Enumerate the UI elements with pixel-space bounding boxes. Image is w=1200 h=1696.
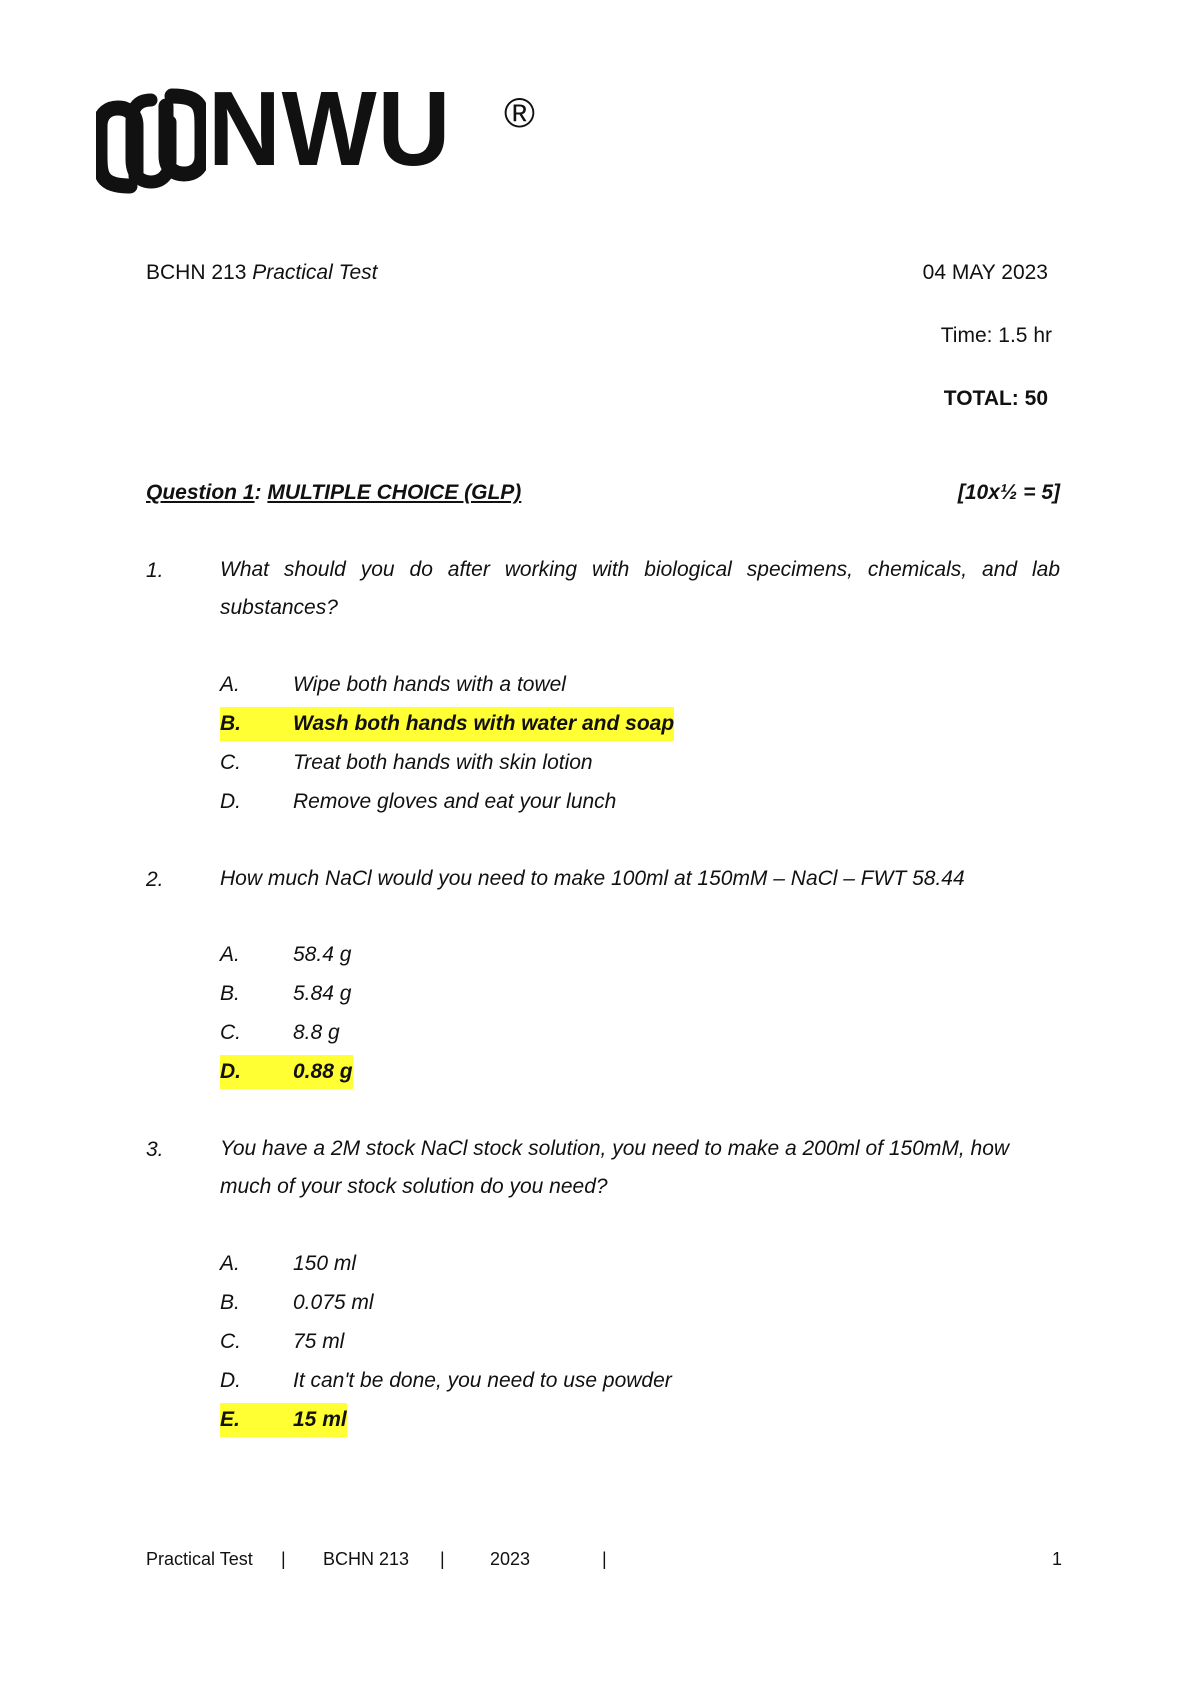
- section-heading: [146, 482, 521, 503]
- option-letter: D.: [220, 790, 241, 813]
- option-letter: C.: [220, 1330, 241, 1353]
- option-letter: B.: [220, 982, 240, 1005]
- option-text: 15 ml: [293, 1408, 347, 1431]
- option-text: Remove gloves and eat your lunch: [293, 790, 617, 813]
- answer-option: [220, 1364, 672, 1398]
- answer-option-correct: [220, 1055, 353, 1089]
- answer-option: [220, 977, 351, 1011]
- answer-option: [220, 668, 566, 702]
- option-text: 8.8 g: [293, 1021, 340, 1044]
- footer-separator: |: [440, 1549, 445, 1569]
- registered-mark: ®: [504, 89, 535, 136]
- answer-option: [220, 785, 616, 819]
- answer-option: [220, 1247, 356, 1281]
- course-title: Practical Test: [252, 261, 378, 284]
- nwu-logo: [96, 70, 556, 200]
- option-text: 150 ml: [293, 1252, 357, 1275]
- option-letter: E.: [220, 1408, 240, 1431]
- option-letter: A.: [220, 1252, 240, 1275]
- option-text: Wash both hands with water and soap: [293, 712, 675, 735]
- question-text: How much NaCl would you need to make 100ml at 150mM – NaCl – FWT 58.44: [220, 867, 965, 890]
- option-text: It can't be done, you need to use powder: [293, 1369, 672, 1392]
- footer-course: BCHN 213: [323, 1549, 410, 1569]
- answer-option: [220, 746, 593, 780]
- question-text: What should you do after working with biological specimens, chemicals, and lab substances?: [220, 558, 1060, 619]
- question-number: 3.: [146, 1138, 164, 1161]
- question-text: You have a 2M stock NaCl stock solution, you need to make a 200ml of 150mM, how much of your stock solution do you need?: [220, 1137, 1010, 1198]
- option-text: 5.84 g: [293, 982, 352, 1005]
- page-number: 1: [1052, 1549, 1063, 1569]
- option-text: 0.075 ml: [293, 1291, 374, 1314]
- section-label: Question 1: [146, 481, 255, 504]
- answer-option-correct: [220, 707, 674, 741]
- option-letter: D.: [220, 1060, 241, 1083]
- option-letter: A.: [220, 943, 240, 966]
- answer-option: [220, 1016, 340, 1050]
- question-number: 1.: [146, 559, 164, 582]
- option-text: 75 ml: [293, 1330, 345, 1353]
- option-letter: D.: [220, 1369, 241, 1392]
- option-letter: B.: [220, 1291, 240, 1314]
- option-text: Wipe both hands with a towel: [293, 673, 566, 696]
- section-marks: [10x½ = 5]: [957, 481, 1060, 504]
- option-text: 0.88 g: [293, 1060, 353, 1083]
- nwu-wordmark: NWU: [208, 70, 452, 188]
- footer-year: 2023: [490, 1549, 531, 1569]
- answer-option: [220, 1325, 344, 1359]
- course-code: BCHN 213: [146, 261, 247, 284]
- section-title: MULTIPLE CHOICE (GLP): [267, 481, 522, 504]
- footer-separator: |: [281, 1549, 286, 1569]
- footer-title: Practical Test: [146, 1549, 253, 1569]
- option-letter: C.: [220, 751, 241, 774]
- nwu-emblem-icon: [96, 82, 206, 200]
- option-letter: B.: [220, 712, 241, 735]
- exam-total: TOTAL: 50: [943, 387, 1048, 410]
- exam-duration: Time: 1.5 hr: [940, 324, 1052, 347]
- section-colon: :: [254, 481, 262, 504]
- answer-option: [220, 938, 351, 972]
- course-heading: [146, 262, 378, 283]
- answer-option: [220, 1286, 374, 1320]
- question-number: 2.: [146, 868, 164, 891]
- option-text: 58.4 g: [293, 943, 352, 966]
- footer-separator: |: [602, 1549, 607, 1569]
- option-letter: C.: [220, 1021, 241, 1044]
- answer-option-correct: [220, 1403, 347, 1437]
- exam-date: 04 MAY 2023: [922, 261, 1048, 284]
- option-letter: A.: [220, 673, 240, 696]
- option-text: Treat both hands with skin lotion: [293, 751, 593, 774]
